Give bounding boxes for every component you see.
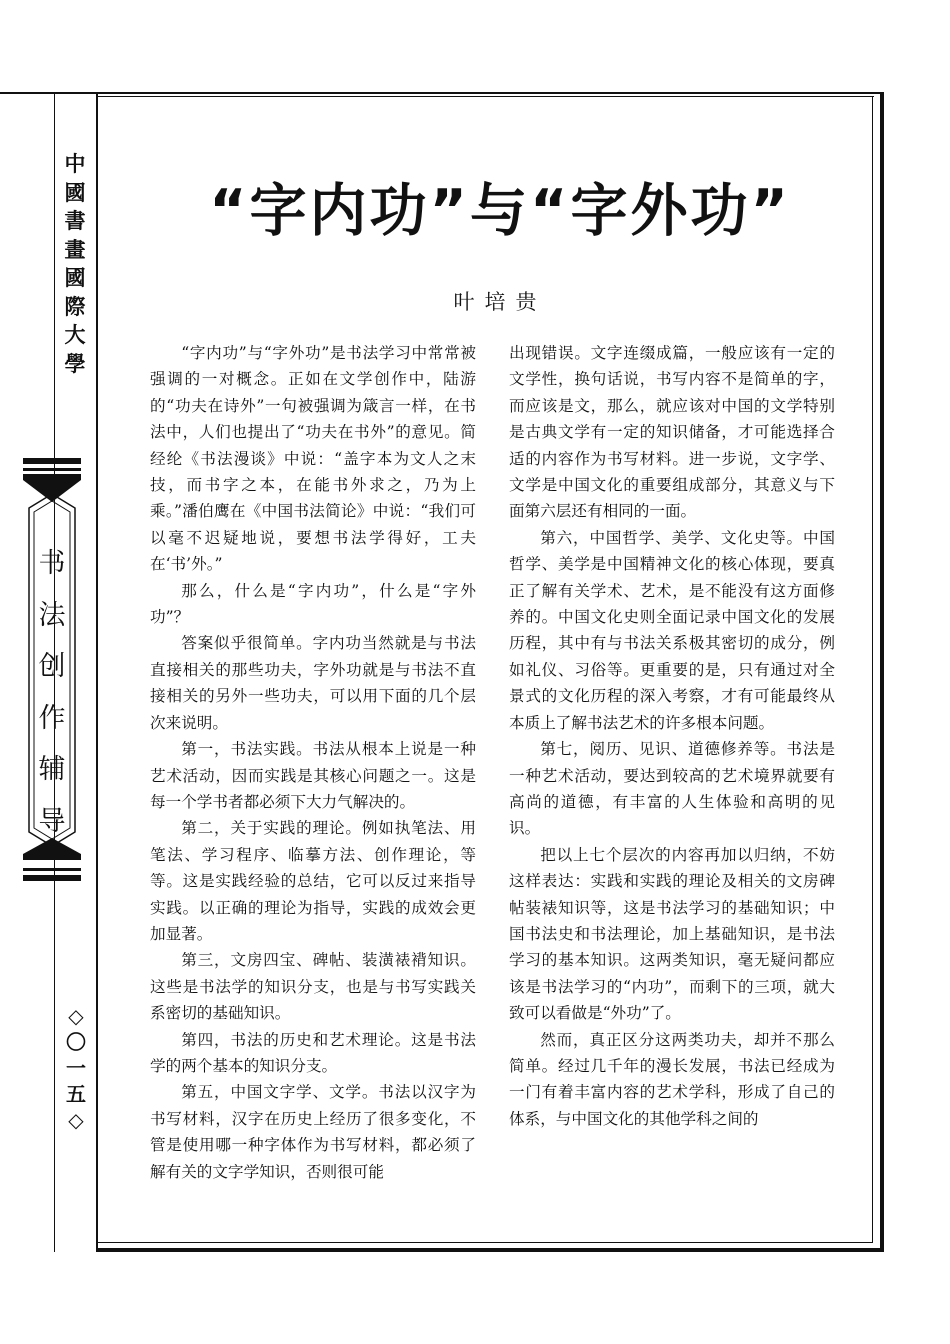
section-char: 创	[38, 651, 66, 682]
article-column-left	[150, 340, 476, 1185]
school-name	[60, 150, 90, 378]
page-number-char: 〇	[66, 1030, 86, 1054]
article-title: “字内功”与“字外功”	[209, 178, 791, 244]
page-frame-right	[880, 92, 884, 1252]
school-char: 畫	[64, 237, 86, 262]
paragraph: 第一，书法实践。书法从根本上说是一种艺术活动，因而实践是其核心问题之一。这是每一个学书者都必须下大力气解决的。	[150, 740, 476, 811]
article-column-right	[509, 340, 835, 1132]
page-number	[60, 1003, 92, 1133]
paragraph: 把以上七个层次的内容再加以归纳，不妨这样表达：实践和实践的理论及相关的文房碑帖装裱知识等，这是书法学习的基础知识；中国书法史和书法理论，加上基础知识，是书法学习的基本知识。这两类知识，毫无疑问都应该是书法学习的“内功”，而剩下的三项，就大致可以看做是“外功”了。	[509, 845, 835, 1023]
paragraph: 出现错误。文字连缀成篇，一般应该有一定的文学性，换句话说，书写内容不是简单的字，而应该是文，那么，就应该对中国的文学特别是古典文学有一定的知识储备，才可能选择合适的内容作为书写材料。进一步说，文字学、文学是中国文化的重要组成部分，其意义与下面第六层还有相同的一面。	[509, 344, 835, 521]
section-name	[23, 538, 81, 847]
section-char: 作	[38, 702, 66, 734]
sidebar-rule	[96, 92, 98, 1252]
section-char: 法	[38, 599, 66, 631]
paragraph: 第六，中国哲学、美学、文化史等。中国哲学、美学是中国精神文化的核心体现，要真正了解有关学术、艺术，是不能没有这方面修养的。中国文化史则全面记录中国文化的发展历程，其中有与书法关系极其密切的成分，例如礼仪、习俗等。更重要的是，只有通过对全景式的文化历程的深入考察，才有可能最终从本质上了解书法艺术的许多根本问题。	[509, 528, 835, 732]
paragraph: 第三，文房四宝、碑帖、装潢裱褙知识。这些是书法学的知识分支，也是与书写实践关系密切的基础知识。	[150, 951, 476, 1023]
school-char: 學	[64, 351, 86, 376]
school-char: 書	[64, 209, 86, 233]
school-char: 中	[64, 152, 86, 176]
page-frame-bottom	[96, 1248, 884, 1252]
paragraph: 那么，什么是“字内功”，什么是“字外功”？	[150, 581, 476, 627]
paragraph: 第七，阅历、见识、道德修养等。书法是一种艺术活动，要达到较高的艺术境界就要有高尚的道德，有丰富的人生体验和高明的见识。	[509, 740, 835, 838]
page-number-char: 一	[66, 1056, 86, 1080]
section-badge	[23, 458, 81, 882]
paragraph: 第五，中国文字学、文学。书法以汉字为书写材料，汉字在历史上经历了很多变化，不管是使用哪一种字体作为书写材料，都必须了解有关的文字学知识，否则很可能	[150, 1083, 476, 1181]
school-char: 大	[64, 323, 86, 347]
page-number-char: ◇	[68, 1004, 84, 1028]
section-char: 辅	[38, 754, 66, 785]
page-number-char: ◇	[68, 1108, 84, 1132]
paragraph: 答案似乎很简单。字内功当然就是与书法直接相关的那些功夫，字外功就是与书法不直接相关的另外一些功夫，可以用下面的几个层次来说明。	[150, 634, 476, 732]
paragraph: 然而，真正区分这两类功夫，却并不那么简单。经过几千年的漫长发展，书法已经成为一门有着丰富内容的艺术学科，形成了自己的体系，与中国文化的其他学科之间的	[509, 1030, 835, 1128]
page-number-char: 五	[66, 1082, 86, 1106]
article-author: 叶培贵	[453, 290, 547, 314]
school-char: 際	[64, 294, 86, 319]
page-frame-inner-top	[96, 96, 874, 97]
paragraph: 第二，关于实践的理论。例如执笔法、用笔法、学习程序、临摹方法、创作理论，等等。这是实践经验的总结，它可以反过来指导实践。以正确的理论为指导，实践的成效会更加显著。	[150, 819, 476, 943]
school-char: 國	[64, 266, 86, 290]
paragraph: “字内功”与“字外功”是书法学习中常常被强调的一对概念。正如在文学创作中，陆游的“功夫在诗外”一句被强调为箴言一样，在书法中，人们也提出了“功夫在书外”的意见。简经纶《书法漫谈》中说：“盖字本为文人之末技，而书字之本，在能书外求之，乃为上乘。”潘伯鹰在《中国书法简论》中说：“我们可以毫不迟疑地说，要想书法学得好，工夫在‘书’外。”	[150, 344, 476, 574]
page-frame-inner-right	[872, 96, 873, 1242]
page-frame-inner-bottom	[96, 1242, 873, 1243]
school-char: 國	[64, 180, 86, 205]
page-frame-top	[0, 92, 884, 94]
paragraph: 第四，书法的历史和艺术理论。这是书法学的两个基本的知识分支。	[150, 1030, 476, 1075]
section-char: 书	[38, 548, 66, 579]
section-char: 导	[38, 805, 66, 837]
